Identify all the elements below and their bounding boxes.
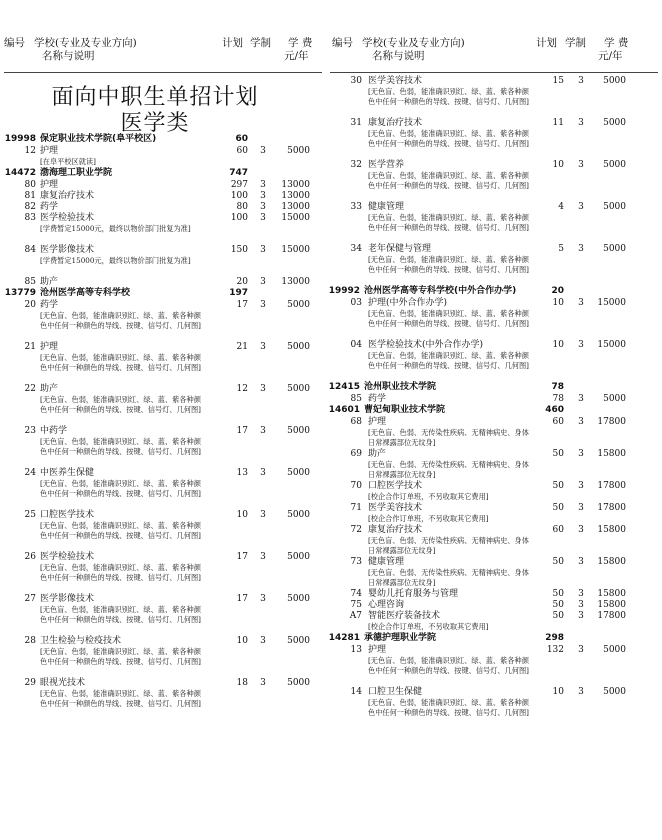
major-code: 82 xyxy=(24,202,36,212)
major-fee: 13000 xyxy=(281,277,310,287)
school-name: 曹妃甸职业技术学院 xyxy=(364,405,446,415)
major-duration: 3 xyxy=(578,118,584,128)
major-plan: 297 xyxy=(230,180,248,190)
major-code: 68 xyxy=(350,417,362,427)
major-code: 85 xyxy=(24,277,36,287)
major-name: 护理 xyxy=(368,417,387,427)
major-fee: 15800 xyxy=(597,525,626,535)
header-duration: 学制 xyxy=(250,37,271,49)
major-name: 康复治疗技术 xyxy=(40,191,95,201)
major-plan: 60 xyxy=(552,525,564,535)
major-fee: 5000 xyxy=(287,342,310,352)
major-name: 康复治疗技术 xyxy=(368,525,423,535)
school-name: 沧州职业技术学院 xyxy=(364,382,437,392)
school-plan-total: 747 xyxy=(229,168,248,178)
major-note: [无色盲、色弱、无传染性疾病、无精神病史、身体日常裸露部位无纹身] xyxy=(368,428,529,447)
left-header-rule xyxy=(4,72,322,73)
major-fee: 17800 xyxy=(597,611,626,621)
major-name: 药学 xyxy=(368,394,387,404)
major-code: 75 xyxy=(350,600,362,610)
major-fee: 5000 xyxy=(603,118,626,128)
major-code: 21 xyxy=(24,342,36,352)
major-fee: 5000 xyxy=(603,202,626,212)
major-duration: 3 xyxy=(578,600,584,610)
major-fee: 5000 xyxy=(603,244,626,254)
major-note: [无色盲、色弱，能准确识别红、绿、蓝、紫各种颜色中任何一种颜色的导线、按键、信号灯、几何图] xyxy=(368,171,529,190)
major-fee: 5000 xyxy=(603,687,626,697)
major-name: 医学检验技术 xyxy=(40,552,95,562)
major-fee: 5000 xyxy=(287,300,310,310)
major-duration: 3 xyxy=(260,202,266,212)
major-duration: 3 xyxy=(578,611,584,621)
major-plan: 12 xyxy=(236,384,248,394)
major-name: 护理 xyxy=(40,146,59,156)
header-fee: 学 费 xyxy=(604,37,629,49)
major-note: [无色盲、色弱、无传染性疾病、无精神病史、身体日常裸露部位无纹身] xyxy=(368,460,529,479)
major-fee: 17800 xyxy=(597,417,626,427)
school-name: 保定职业技术学院(阜平校区) xyxy=(40,134,157,144)
right-header-rule xyxy=(330,72,658,73)
school-name: 承德护理职业学院 xyxy=(364,633,437,643)
major-name: 医学检验技术(中外合作办学) xyxy=(368,340,484,350)
major-note: [无色盲、色弱，能准确识别红、绿、蓝、紫各种颜色中任何一种颜色的导线、按键、信号灯、几何图] xyxy=(368,213,529,232)
major-duration: 3 xyxy=(578,589,584,599)
major-fee: 5000 xyxy=(603,645,626,655)
major-duration: 3 xyxy=(578,76,584,86)
major-plan: 4 xyxy=(558,202,564,212)
major-code: 69 xyxy=(350,449,362,459)
major-note: [无色盲、色弱，能准确识别红、绿、蓝、紫各种颜色中任何一种颜色的导线、按键、信号灯、几何图] xyxy=(368,129,529,148)
major-fee: 5000 xyxy=(603,76,626,86)
major-fee: 15000 xyxy=(597,298,626,308)
major-code: 81 xyxy=(24,191,36,201)
major-duration: 3 xyxy=(260,636,266,646)
major-name: 医学影像技术 xyxy=(40,245,95,255)
major-duration: 3 xyxy=(260,277,266,287)
major-fee: 15000 xyxy=(597,340,626,350)
major-note: [无色盲、色弱，能准确识别红、绿、蓝、紫各种颜色中任何一种颜色的导线、按键、信号灯、几何图] xyxy=(368,309,529,328)
school-code: 14472 xyxy=(4,168,36,178)
major-name: 医学美容技术 xyxy=(368,76,423,86)
major-duration: 3 xyxy=(578,394,584,404)
major-name: 卫生检验与检疫技术 xyxy=(40,636,122,646)
major-plan: 10 xyxy=(552,340,564,350)
header-code: 编号 xyxy=(4,37,25,49)
major-duration: 3 xyxy=(260,510,266,520)
major-plan: 60 xyxy=(236,146,248,156)
school-plan-total: 460 xyxy=(545,405,564,415)
major-code: A7 xyxy=(349,611,362,621)
major-note: [无色盲、色弱，能准确识别红、绿、蓝、紫各种颜色中任何一种颜色的导线、按键、信号灯、几何图] xyxy=(40,437,201,456)
major-duration: 3 xyxy=(578,340,584,350)
major-code: 80 xyxy=(24,180,36,190)
major-note: [无色盲、色弱，能准确识别红、绿、蓝、紫各种颜色中任何一种颜色的导线、按键、信号灯、几何图] xyxy=(40,563,201,582)
major-plan: 17 xyxy=(236,426,248,436)
major-note: [学费暂定15000元，最终以物价部门批复为准] xyxy=(40,224,191,233)
major-note: [无色盲、色弱，能准确识别红、绿、蓝、紫各种颜色中任何一种颜色的导线、按键、信号灯、几何图] xyxy=(40,605,201,624)
major-name: 婴幼儿托育服务与管理 xyxy=(368,589,459,599)
major-duration: 3 xyxy=(260,552,266,562)
major-name: 医学美容技术 xyxy=(368,503,423,513)
major-code: 33 xyxy=(350,202,362,212)
major-duration: 3 xyxy=(260,146,266,156)
major-name: 中医养生保健 xyxy=(40,468,95,478)
school-name: 渤海理工职业学院 xyxy=(40,168,113,178)
major-fee: 5000 xyxy=(287,510,310,520)
major-plan: 50 xyxy=(552,481,564,491)
major-fee: 5000 xyxy=(287,146,310,156)
major-plan: 10 xyxy=(236,510,248,520)
major-note: [无色盲、色弱、无传染性疾病、无精神病史、身体日常裸露部位无纹身] xyxy=(368,536,529,555)
major-duration: 3 xyxy=(578,417,584,427)
major-duration: 3 xyxy=(578,202,584,212)
major-note: [无色盲、色弱，能准确识别红、绿、蓝、紫各种颜色中任何一种颜色的导线、按键、信号灯、几何图] xyxy=(40,689,201,708)
school-code: 19992 xyxy=(328,286,360,296)
major-note: [无色盲、色弱，能准确识别红、绿、蓝、紫各种颜色中任何一种颜色的导线、按键、信号灯、几何图] xyxy=(40,647,201,666)
major-name: 口腔医学技术 xyxy=(368,481,423,491)
major-name: 护理 xyxy=(368,645,387,655)
major-code: 27 xyxy=(24,594,36,604)
major-plan: 132 xyxy=(546,645,564,655)
header-school: 学校(专业及专业方向) xyxy=(34,37,137,49)
major-duration: 3 xyxy=(260,300,266,310)
major-code: 70 xyxy=(350,481,362,491)
major-fee: 13000 xyxy=(281,191,310,201)
major-code: 23 xyxy=(24,426,36,436)
major-note: [无色盲、色弱，能准确识别红、绿、蓝、紫各种颜色中任何一种颜色的导线、按键、信号灯、几何图] xyxy=(368,351,529,370)
major-note: [无色盲、色弱，能准确识别红、绿、蓝、紫各种颜色中任何一种颜色的导线、按键、信号灯、几何图] xyxy=(368,698,529,717)
major-fee: 5000 xyxy=(603,160,626,170)
major-plan: 17 xyxy=(236,594,248,604)
major-fee: 15800 xyxy=(597,557,626,567)
major-note: [无色盲、色弱，能准确识别红、绿、蓝、紫各种颜色中任何一种颜色的导线、按键、信号灯、几何图] xyxy=(40,521,201,540)
major-duration: 3 xyxy=(260,594,266,604)
major-note: [无色盲、色弱、无传染性疾病、无精神病史、身体日常裸露部位无纹身] xyxy=(368,568,529,587)
major-note: [无色盲、色弱，能准确识别红、绿、蓝、紫各种颜色中任何一种颜色的导线、按键、信号灯、几何图] xyxy=(40,395,201,414)
major-note: [校企合作订单班，不另收取其它费用] xyxy=(368,492,489,501)
major-name: 助产 xyxy=(40,384,59,394)
school-plan-total: 78 xyxy=(551,382,564,392)
major-name: 眼视光技术 xyxy=(40,678,86,688)
major-name: 护理 xyxy=(40,180,59,190)
major-fee: 5000 xyxy=(287,678,310,688)
major-code: 22 xyxy=(24,384,36,394)
major-note: [校企合作订单班，不另收取其它费用] xyxy=(368,514,489,523)
major-code: 32 xyxy=(350,160,362,170)
major-name: 医学营养 xyxy=(368,160,405,170)
section-subtitle: 医学类 xyxy=(120,111,190,136)
major-duration: 3 xyxy=(578,525,584,535)
header-school: 学校(专业及专业方向) xyxy=(362,37,465,49)
header-code: 编号 xyxy=(332,37,353,49)
major-plan: 150 xyxy=(230,245,248,255)
header-school-sub: 名称与说明 xyxy=(372,50,425,62)
major-fee: 5000 xyxy=(287,636,310,646)
school-plan-total: 197 xyxy=(229,288,248,298)
major-code: 29 xyxy=(24,678,36,688)
major-name: 老年保健与管理 xyxy=(368,244,432,254)
major-duration: 3 xyxy=(260,426,266,436)
major-plan: 18 xyxy=(236,678,248,688)
school-name: 沧州医学高等专科学校(中外合作办学) xyxy=(364,286,517,296)
major-duration: 3 xyxy=(578,557,584,567)
major-duration: 3 xyxy=(260,384,266,394)
major-plan: 10 xyxy=(552,687,564,697)
major-code: 14 xyxy=(350,687,362,697)
major-name: 智能医疗装备技术 xyxy=(368,611,441,621)
major-fee: 5000 xyxy=(287,552,310,562)
major-duration: 3 xyxy=(578,298,584,308)
major-fee: 5000 xyxy=(287,384,310,394)
major-duration: 3 xyxy=(260,468,266,478)
school-plan-total: 60 xyxy=(235,134,248,144)
major-plan: 60 xyxy=(552,417,564,427)
header-duration: 学制 xyxy=(565,37,586,49)
major-plan: 10 xyxy=(552,298,564,308)
major-duration: 3 xyxy=(260,191,266,201)
major-duration: 3 xyxy=(578,687,584,697)
major-name: 药学 xyxy=(40,202,59,212)
major-duration: 3 xyxy=(578,645,584,655)
major-name: 健康管理 xyxy=(368,202,405,212)
major-note: [学费暂定15000元，最终以物价部门批复为准] xyxy=(40,256,191,265)
major-code: 26 xyxy=(24,552,36,562)
section-title: 面向中职生单招计划 xyxy=(51,85,259,110)
major-name: 助产 xyxy=(40,277,59,287)
major-fee: 17800 xyxy=(597,503,626,513)
major-plan: 80 xyxy=(236,202,248,212)
major-name: 药学 xyxy=(40,300,59,310)
school-plan-total: 20 xyxy=(551,286,564,296)
major-plan: 10 xyxy=(552,160,564,170)
major-note: [校企合作订单班，不另收取其它费用] xyxy=(368,622,489,631)
major-note: [无色盲、色弱，能准确识别红、绿、蓝、紫各种颜色中任何一种颜色的导线、按键、信号灯、几何图] xyxy=(40,353,201,372)
major-fee: 5000 xyxy=(287,468,310,478)
major-plan: 21 xyxy=(236,342,248,352)
school-code: 19998 xyxy=(4,134,36,144)
major-plan: 10 xyxy=(236,636,248,646)
major-fee: 15000 xyxy=(281,245,310,255)
school-code: 12415 xyxy=(328,382,360,392)
major-duration: 3 xyxy=(578,160,584,170)
major-code: 71 xyxy=(350,503,362,513)
major-duration: 3 xyxy=(260,342,266,352)
major-note: [无色盲、色弱，能准确识别红、绿、蓝、紫各种颜色中任何一种颜色的导线、按键、信号灯、几何图] xyxy=(40,311,201,330)
header-fee-unit: 元/年 xyxy=(598,50,623,62)
major-plan: 50 xyxy=(552,503,564,513)
major-name: 医学影像技术 xyxy=(40,594,95,604)
major-duration: 3 xyxy=(260,678,266,688)
major-plan: 50 xyxy=(552,449,564,459)
major-plan: 5 xyxy=(558,244,564,254)
major-name: 医学检验技术 xyxy=(40,213,95,223)
major-note: [在阜平校区就读] xyxy=(40,157,96,166)
major-fee: 5000 xyxy=(287,426,310,436)
major-duration: 3 xyxy=(260,213,266,223)
major-plan: 100 xyxy=(230,191,248,201)
major-plan: 17 xyxy=(236,552,248,562)
major-duration: 3 xyxy=(578,244,584,254)
major-code: 73 xyxy=(350,557,362,567)
major-note: [无色盲、色弱，能准确识别红、绿、蓝、紫各种颜色中任何一种颜色的导线、按键、信号灯、几何图] xyxy=(368,656,529,675)
major-code: 28 xyxy=(24,636,36,646)
major-fee: 15800 xyxy=(597,600,626,610)
major-duration: 3 xyxy=(578,481,584,491)
school-code: 14601 xyxy=(328,405,360,415)
major-name: 中药学 xyxy=(40,426,68,436)
school-code: 13779 xyxy=(4,288,36,298)
major-duration: 3 xyxy=(578,503,584,513)
major-plan: 100 xyxy=(230,213,248,223)
major-note: [无色盲、色弱，能准确识别红、绿、蓝、紫各种颜色中任何一种颜色的导线、按键、信号灯、几何图] xyxy=(368,87,529,106)
major-duration: 3 xyxy=(578,449,584,459)
major-code: 24 xyxy=(24,468,36,478)
major-code: 03 xyxy=(350,298,362,308)
major-name: 心理咨询 xyxy=(368,600,405,610)
major-name: 护理 xyxy=(40,342,59,352)
major-plan: 20 xyxy=(236,277,248,287)
major-note: [无色盲、色弱，能准确识别红、绿、蓝、紫各种颜色中任何一种颜色的导线、按键、信号灯、几何图] xyxy=(368,255,529,274)
major-plan: 50 xyxy=(552,557,564,567)
major-code: 30 xyxy=(350,76,362,86)
major-code: 31 xyxy=(350,118,362,128)
school-code: 14281 xyxy=(328,633,360,643)
major-plan: 50 xyxy=(552,600,564,610)
header-fee: 学 费 xyxy=(288,37,313,49)
major-name: 口腔卫生保健 xyxy=(368,687,423,697)
major-code: 83 xyxy=(24,213,36,223)
major-name: 护理(中外合作办学) xyxy=(368,298,448,308)
major-code: 20 xyxy=(24,300,36,310)
major-plan: 11 xyxy=(552,118,564,128)
major-duration: 3 xyxy=(260,245,266,255)
school-plan-total: 298 xyxy=(545,633,564,643)
major-name: 健康管理 xyxy=(368,557,405,567)
major-code: 84 xyxy=(24,245,36,255)
major-fee: 15800 xyxy=(597,449,626,459)
major-name: 助产 xyxy=(368,449,387,459)
major-note: [无色盲、色弱，能准确识别红、绿、蓝、紫各种颜色中任何一种颜色的导线、按键、信号灯、几何图] xyxy=(40,479,201,498)
header-fee-unit: 元/年 xyxy=(284,50,309,62)
major-code: 04 xyxy=(350,340,362,350)
major-plan: 13 xyxy=(236,468,248,478)
major-fee: 15000 xyxy=(281,213,310,223)
major-plan: 50 xyxy=(552,589,564,599)
major-code: 12 xyxy=(24,146,36,156)
major-plan: 78 xyxy=(552,394,564,404)
major-fee: 5000 xyxy=(603,394,626,404)
major-plan: 15 xyxy=(552,76,564,86)
major-fee: 13000 xyxy=(281,202,310,212)
school-name: 沧州医学高等专科学校 xyxy=(40,288,131,298)
major-code: 85 xyxy=(350,394,362,404)
major-code: 72 xyxy=(350,525,362,535)
major-fee: 13000 xyxy=(281,180,310,190)
header-plan: 计划 xyxy=(536,37,557,49)
major-code: 34 xyxy=(350,244,362,254)
major-code: 74 xyxy=(350,589,362,599)
major-plan: 50 xyxy=(552,611,564,621)
major-name: 口腔医学技术 xyxy=(40,510,95,520)
major-fee: 5000 xyxy=(287,594,310,604)
major-fee: 17800 xyxy=(597,481,626,491)
header-school-sub: 名称与说明 xyxy=(42,50,95,62)
header-plan: 计划 xyxy=(222,37,243,49)
major-plan: 17 xyxy=(236,300,248,310)
major-duration: 3 xyxy=(260,180,266,190)
major-name: 康复治疗技术 xyxy=(368,118,423,128)
major-code: 13 xyxy=(350,645,362,655)
major-code: 25 xyxy=(24,510,36,520)
major-fee: 15800 xyxy=(597,589,626,599)
